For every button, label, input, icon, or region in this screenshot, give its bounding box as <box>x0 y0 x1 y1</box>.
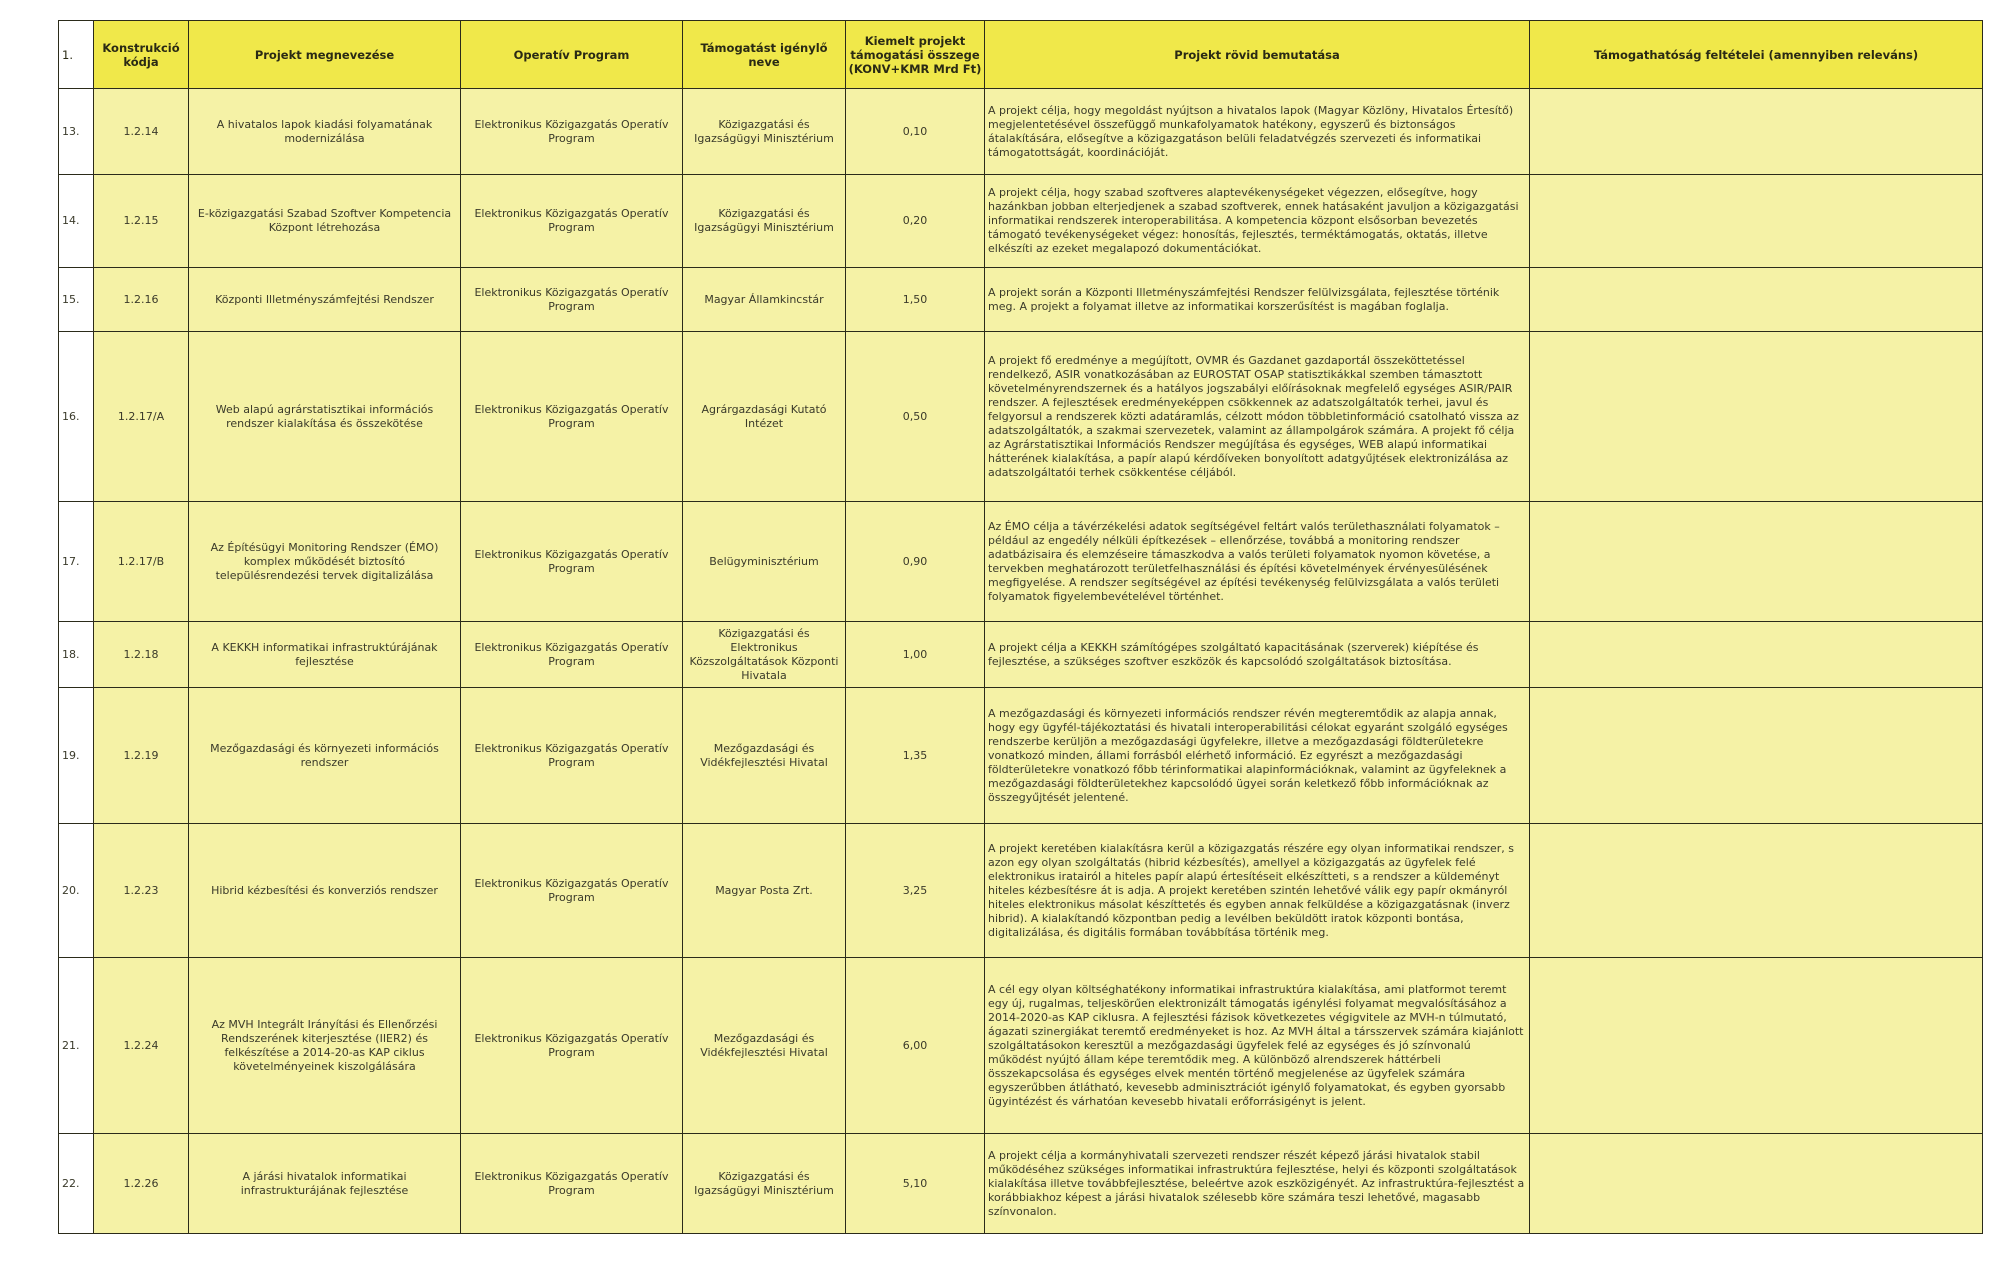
applicant-name: Közigazgatási és Igazságügyi Minisztérium <box>683 175 846 268</box>
table-row <box>59 688 1983 824</box>
header-operative-program: Operatív Program <box>461 21 683 89</box>
project-table <box>58 20 1983 1234</box>
project-description: Az ÉMO célja a távérzékelési adatok segítségével feltárt valós területhasználati folyamatok – például az engedély nélküli építkezések – ellenőrzése, továbbá a monitoring rendszer adatbázisaira és elemzéseire támaszkodva a valós területi folyamatok nyomon követése, a tervekben meghatározott területfelhasználási és építési követelmények érvényesülésének megfigyelése. A rendszer segítségével az építési tevékenység felülvizsgálata a valós területi folyamatok figyelembevételével történhet. <box>985 502 1530 622</box>
construction-code: 1.2.23 <box>94 824 189 958</box>
operative-program: Elektronikus Közigazgatás Operatív Program <box>461 502 683 622</box>
eligibility-conditions <box>1530 1134 1983 1234</box>
applicant-name: Mezőgazdasági és Vidékfejlesztési Hivatal <box>683 958 846 1134</box>
row-number: 16. <box>59 332 94 502</box>
project-name: A KEKKH informatikai infrastruktúrájának fejlesztése <box>189 622 461 688</box>
table-row <box>59 622 1983 688</box>
project-name: E-közigazgatási Szabad Szoftver Kompetencia Központ létrehozása <box>189 175 461 268</box>
header-conditions: Támogathatóság feltételei (amennyiben releváns) <box>1530 21 1983 89</box>
project-description: A cél egy olyan költséghatékony informatikai infrastruktúra kialakítása, ami platformot teremt egy új, rugalmas, teljeskörűen elektronizált támogatás igénylési folyamat megvalósításához a 2014-2020-as KAP ciklusra. A fejlesztési fázisok következetes végigvitele az MVH-n túlmutató, ágazati szinergiákat teremtő eredményeket is hoz. Az MVH által a társszervek számára kiajánlott szolgáltatásokon keresztül a mezőgazdasági ügyfelek felé az egységes és jó színvonalú működést nyújtó állam képe teremtődik meg. A különböző alrendszerek háttérbeli összekapcsolása és egységes elvek mentén történő megjelenése az ügyfelek számára egyszerűbben átlátható, kevesebb adminisztrációt igénylő folyamatokat, és egyben gyorsabb ügyintézést és várhatóan kevesebb hivatali erőforrásigényt is jelent. <box>985 958 1530 1134</box>
project-name: Hibrid kézbesítési és konverziós rendszer <box>189 824 461 958</box>
eligibility-conditions <box>1530 89 1983 175</box>
eligibility-conditions <box>1530 332 1983 502</box>
operative-program: Elektronikus Közigazgatás Operatív Program <box>461 688 683 824</box>
row-number: 17. <box>59 502 94 622</box>
header-project-name: Projekt megnevezése <box>189 21 461 89</box>
project-name: Az MVH Integrált Irányítási és Ellenőrzési Rendszerének kiterjesztése (IIER2) és felkészítése a 2014-20-as KAP ciklus követelményeinek kiszolgálására <box>189 958 461 1134</box>
applicant-name: Mezőgazdasági és Vidékfejlesztési Hivatal <box>683 688 846 824</box>
row-number: 19. <box>59 688 94 824</box>
eligibility-conditions <box>1530 502 1983 622</box>
header-description: Projekt rövid bemutatása <box>985 21 1530 89</box>
applicant-name: Magyar Államkincstár <box>683 268 846 332</box>
construction-code: 1.2.15 <box>94 175 189 268</box>
table-row <box>59 824 1983 958</box>
support-amount: 0,90 <box>846 502 985 622</box>
project-name: A hivatalos lapok kiadási folyamatának modernizálása <box>189 89 461 175</box>
support-amount: 1,00 <box>846 622 985 688</box>
header-amount: Kiemelt projekt támogatási összege (KONV+KMR Mrd Ft) <box>846 21 985 89</box>
construction-code: 1.2.17/A <box>94 332 189 502</box>
applicant-name: Magyar Posta Zrt. <box>683 824 846 958</box>
eligibility-conditions <box>1530 958 1983 1134</box>
header-row <box>59 21 1983 89</box>
eligibility-conditions <box>1530 175 1983 268</box>
header-row-number: 1. <box>59 21 94 89</box>
project-description: A projekt fő eredménye a megújított, OVMR és Gazdanet gazdaportál összeköttetéssel rendelkező, ASIR vonatkozásában az EUROSTAT OSAP statisztikákkal szemben támasztott követelményrendszernek és a hatályos jogszabályi előírásoknak megfelelő egységes ASIR/PAIR rendszer. A fejlesztések eredményeképpen csökkennek az adatszolgáltatók terhei, javul és felgyorsul a rendszerek közti adatáramlás, célzott módon többletinformáció csatolható vissza az adatszolgáltatók, a szakmai szervezetek, valamint az állampolgárok számára. A projekt fő célja az Agrárstatisztikai Információs Rendszer megújítása és egységes, WEB alapú informatikai hátterének kialakítása, a papír alapú kérdőíveken bonyolított adatgyűjtések elektronizálása az adatszolgáltatói terhek csökkentése céljából. <box>985 332 1530 502</box>
project-table-sheet <box>58 20 1982 1234</box>
applicant-name: Közigazgatási és Elektronikus Közszolgáltatások Központi Hivatala <box>683 622 846 688</box>
support-amount: 0,20 <box>846 175 985 268</box>
table-row <box>59 89 1983 175</box>
operative-program: Elektronikus Közigazgatás Operatív Program <box>461 958 683 1134</box>
support-amount: 1,50 <box>846 268 985 332</box>
project-name: Web alapú agrárstatisztikai információs rendszer kialakítása és összekötése <box>189 332 461 502</box>
eligibility-conditions <box>1530 268 1983 332</box>
header-applicant: Támogatást igénylő neve <box>683 21 846 89</box>
construction-code: 1.2.14 <box>94 89 189 175</box>
project-description: A projekt során a Központi Illetményszámfejtési Rendszer felülvizsgálata, fejlesztése történik meg. A projekt a folyamat illetve az informatikai korszerűsítést is magában foglalja. <box>985 268 1530 332</box>
table-row <box>59 958 1983 1134</box>
support-amount: 0,10 <box>846 89 985 175</box>
construction-code: 1.2.17/B <box>94 502 189 622</box>
row-number: 18. <box>59 622 94 688</box>
project-description: A mezőgazdasági és környezeti információs rendszer révén megteremtődik az alapja annak, hogy egy ügyfél-tájékoztatási és hivatali interoperabilitási célokat egyaránt szolgáló egységes rendszerbe kerüljön a mezőgazdasági ügyfelekre, illetve a mezőgazdasági földterületekre vonatkozó minden, állami forrásból elérhető információ. Ez egyrészt a mezőgazdasági földterületekre vonatkozó főbb térinformatikai alapinformációknak, valamint az ügyfeleknek a mezőgazdasági földterületekhez kapcsolódó ügyei során keletkező főbb információknak az összegyűjtését jelentené. <box>985 688 1530 824</box>
support-amount: 3,25 <box>846 824 985 958</box>
applicant-name: Közigazgatási és Igazságügyi Minisztérium <box>683 1134 846 1234</box>
operative-program: Elektronikus Közigazgatás Operatív Program <box>461 1134 683 1234</box>
construction-code: 1.2.16 <box>94 268 189 332</box>
row-number: 15. <box>59 268 94 332</box>
operative-program: Elektronikus Közigazgatás Operatív Program <box>461 175 683 268</box>
operative-program: Elektronikus Közigazgatás Operatív Program <box>461 332 683 502</box>
project-name: Az Építésügyi Monitoring Rendszer (ÉMO) komplex működését biztosító településrendezési tervek digitalizálása <box>189 502 461 622</box>
support-amount: 1,35 <box>846 688 985 824</box>
table-row <box>59 175 1983 268</box>
support-amount: 5,10 <box>846 1134 985 1234</box>
project-name: Központi Illetményszámfejtési Rendszer <box>189 268 461 332</box>
row-number: 14. <box>59 175 94 268</box>
project-description: A projekt célja, hogy megoldást nyújtson a hivatalos lapok (Magyar Közlöny, Hivatalos Értesítő) megjelentetésével összefüggő munkafolyamatok hatékony, egyszerű és biztonságos átalakítására, elősegítve a közigazgatáson belüli feladatvégzés szervezeti és informatikai támogatottságát, koordinációját. <box>985 89 1530 175</box>
applicant-name: Közigazgatási és Igazságügyi Minisztérium <box>683 89 846 175</box>
row-number: 20. <box>59 824 94 958</box>
operative-program: Elektronikus Közigazgatás Operatív Program <box>461 824 683 958</box>
table-row <box>59 1134 1983 1234</box>
header-code: Konstrukció kódja <box>94 21 189 89</box>
project-description: A projekt keretében kialakításra kerül a közigazgatás részére egy olyan informatikai rendszer, s azon egy olyan szolgáltatás (hibrid kézbesítés), amellyel a közigazgatás az ügyfelek felé elektronikus iratairól a hiteles papír alapú értesítéseit elkészítteti, s a rendszer a küldeményt hiteles kézbesítésre át is adja. A projekt keretében szintén lehetővé válik egy papír okmányról hiteles elektronikus másolat készíttetés és egyben annak felküldése a közigazgatásnak (inverz hibrid). A kialakítandó központban pedig a levélben beküldött iratok központi bontása, digitalizálása, és digitális formában továbbítása történik meg. <box>985 824 1530 958</box>
construction-code: 1.2.26 <box>94 1134 189 1234</box>
table-row <box>59 502 1983 622</box>
project-name: Mezőgazdasági és környezeti információs rendszer <box>189 688 461 824</box>
row-number: 21. <box>59 958 94 1134</box>
construction-code: 1.2.24 <box>94 958 189 1134</box>
construction-code: 1.2.18 <box>94 622 189 688</box>
operative-program: Elektronikus Közigazgatás Operatív Program <box>461 89 683 175</box>
table-row <box>59 332 1983 502</box>
project-name: A járási hivatalok informatikai infrastrukturájának fejlesztése <box>189 1134 461 1234</box>
project-description: A projekt célja a kormányhivatali szervezeti rendszer részét képező járási hivatalok stabil működéséhez szükséges informatikai infrastruktúra fejlesztése, helyi és központi szolgáltatások kialakítása illetve továbbfejlesztése, beleértve azok eszközigényét. Az infrastruktúra-fejlesztést a korábbiakhoz képest a járási hivatalok szélesebb köre számára teszi lehetővé, magasabb színvonalon. <box>985 1134 1530 1234</box>
operative-program: Elektronikus Közigazgatás Operatív Program <box>461 268 683 332</box>
project-description: A projekt célja a KEKKH számítógépes szolgáltató kapacitásának (szerverek) kiépítése és fejlesztése, a szükséges szoftver eszközök és kapcsolódó szolgáltatások biztosítása. <box>985 622 1530 688</box>
construction-code: 1.2.19 <box>94 688 189 824</box>
row-number: 22. <box>59 1134 94 1234</box>
eligibility-conditions <box>1530 688 1983 824</box>
applicant-name: Belügyminisztérium <box>683 502 846 622</box>
operative-program: Elektronikus Közigazgatás Operatív Program <box>461 622 683 688</box>
eligibility-conditions <box>1530 622 1983 688</box>
applicant-name: Agrárgazdasági Kutató Intézet <box>683 332 846 502</box>
support-amount: 6,00 <box>846 958 985 1134</box>
row-number: 13. <box>59 89 94 175</box>
table-row <box>59 268 1983 332</box>
support-amount: 0,50 <box>846 332 985 502</box>
project-description: A projekt célja, hogy szabad szoftveres alaptevékenységeket végezzen, elősegítve, hogy hazánkban jobban elterjedjenek a szabad szoftverek, ennek hatásaként javuljon a közigazgatási informatikai rendszerek interoperabilitása. A kompetencia központ elsősorban bevezetés támogató tevékenységeket végez: honosítás, fejlesztés, terméktámogatás, oktatás, illetve elkészíti az ezeket megalapozó dokumentációkat. <box>985 175 1530 268</box>
eligibility-conditions <box>1530 824 1983 958</box>
